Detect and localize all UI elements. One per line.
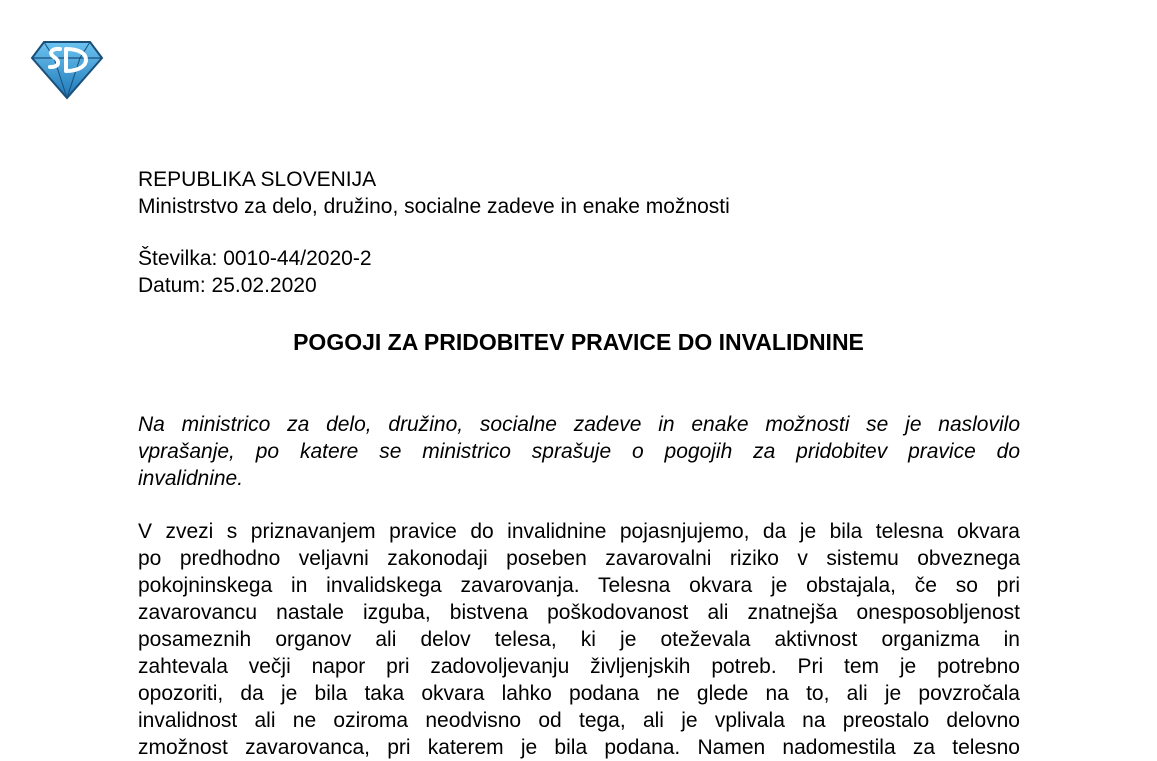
sd-diamond-logo-icon	[30, 40, 104, 100]
ministry-name: Ministrstvo za delo, družino, socialne zadeve in enake možnosti	[138, 195, 730, 218]
document-meta	[138, 245, 372, 299]
body-line: invalidnost ali ne oziroma neodvisno od tega, ali je vplivala na preostalo delovno	[138, 709, 1020, 732]
country-name: REPUBLIKA SLOVENIJA	[138, 168, 377, 191]
document-number: Številka: 0010-44/2020-2	[138, 247, 372, 270]
body-line: posameznih organov ali delov telesa, ki je oteževala aktivnost organizma in	[138, 628, 1020, 651]
body-line: zavarovancu nastale izguba, bistvena poškodovanost ali znatnejša onesposobljenost	[138, 601, 1020, 624]
document-title: POGOJI ZA PRIDOBITEV PRAVICE DO INVALIDNINE	[293, 329, 864, 355]
body-line: V zvezi s priznavanjem pravice do invalidnine pojasnjujemo, da je bila telesna okvara	[138, 520, 1020, 543]
intro-line: invalidnine.	[138, 467, 244, 490]
intro-line: Na ministrico za delo, družino, socialne zadeve in enake možnosti se je naslovilo	[138, 413, 1020, 436]
body-line: zmožnost zavarovanca, pri katerem je bila podana. Namen nadomestila za telesno	[138, 736, 1020, 759]
body-line: pokojninskega in invalidskega zavarovanja. Telesna okvara je obstajala, če so pri	[138, 574, 1020, 597]
intro-line: vprašanje, po katere se ministrico sprašuje o pogojih za pridobitev pravice do	[138, 440, 1020, 463]
body-line: opozoriti, da je bila taka okvara lahko podana ne glede na to, ali je povzročala	[138, 682, 1020, 705]
body-paragraph	[138, 518, 1020, 761]
intro-paragraph	[138, 411, 1020, 492]
body-line: zahtevala večji napor pri zadovoljevanju življenjskih potreb. Pri tem je potrebno	[138, 655, 1020, 678]
body-line: po predhodno veljavni zakonodaji poseben zavarovalni riziko v sistemu obveznega	[138, 547, 1020, 570]
document-date: Datum: 25.02.2020	[138, 274, 317, 297]
letterhead	[138, 166, 730, 220]
